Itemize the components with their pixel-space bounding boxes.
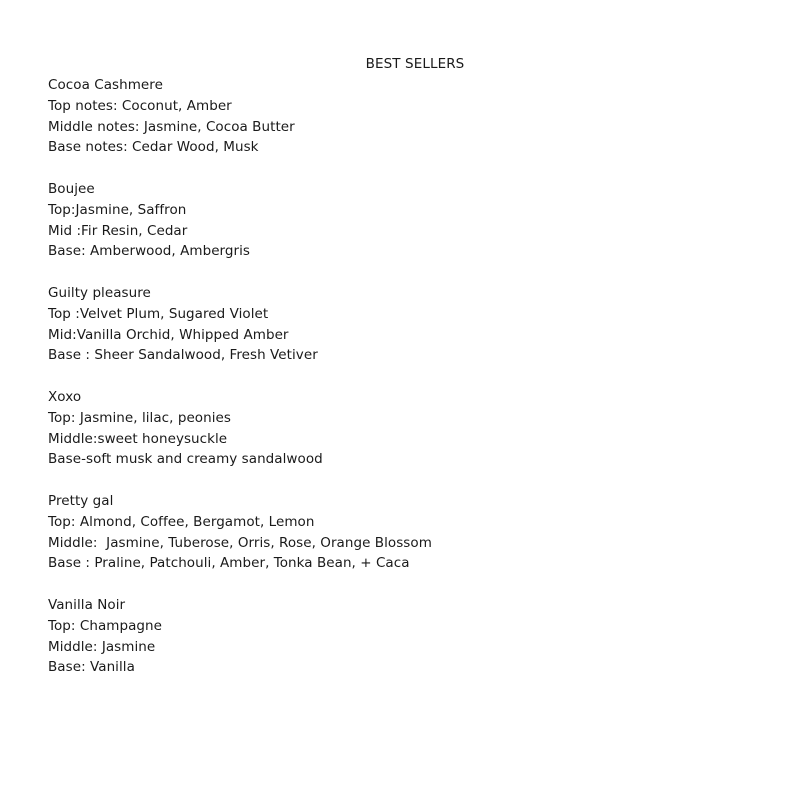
product-name: Vanilla Noir (48, 596, 126, 613)
page-title: BEST SELLERS (365, 56, 465, 72)
product-name: Guilty pleasure (48, 284, 151, 301)
base-notes: Base: Amberwood, Ambergris (48, 243, 251, 260)
base-notes: Base-soft musk and creamy sandalwood (48, 451, 323, 468)
middle-notes: Middle:sweet honeysuckle (48, 430, 228, 447)
product-cocoa-cashmere (48, 75, 768, 158)
product-guilty-pleasure (48, 283, 768, 366)
middle-notes: Mid :Fir Resin, Cedar (48, 222, 188, 239)
top-notes: Top notes: Coconut, Amber (48, 97, 232, 114)
top-notes: Top:Jasmine, Saffron (48, 201, 187, 218)
middle-notes: Middle notes: Jasmine, Cocoa Butter (48, 118, 295, 135)
top-notes: Top: Almond, Coffee, Bergamot, Lemon (48, 513, 315, 530)
middle-notes: Mid:Vanilla Orchid, Whipped Amber (48, 326, 289, 343)
product-list (48, 75, 768, 678)
product-name: Boujee (48, 180, 95, 197)
base-notes: Base : Praline, Patchouli, Amber, Tonka Bean, + Caca (48, 555, 410, 572)
product-name: Cocoa Cashmere (48, 77, 163, 93)
top-notes: Top: Champagne (48, 617, 162, 634)
product-name: Xoxo (48, 388, 82, 405)
top-notes: Top :Velvet Plum, Sugared Violet (48, 305, 269, 322)
base-notes: Base notes: Cedar Wood, Musk (48, 139, 259, 156)
product-boujee (48, 179, 768, 262)
top-notes: Top: Jasmine, lilac, peonies (48, 409, 231, 426)
product-xoxo (48, 387, 768, 470)
product-vanilla-noir (48, 595, 768, 678)
product-pretty-gal (48, 491, 768, 574)
base-notes: Base : Sheer Sandalwood, Fresh Vetiver (48, 347, 318, 364)
middle-notes: Middle: Jasmine, Tuberose, Orris, Rose, Orange Blossom (48, 534, 432, 551)
base-notes: Base: Vanilla (48, 659, 135, 676)
middle-notes: Middle: Jasmine (48, 638, 156, 655)
product-name: Pretty gal (48, 492, 114, 509)
